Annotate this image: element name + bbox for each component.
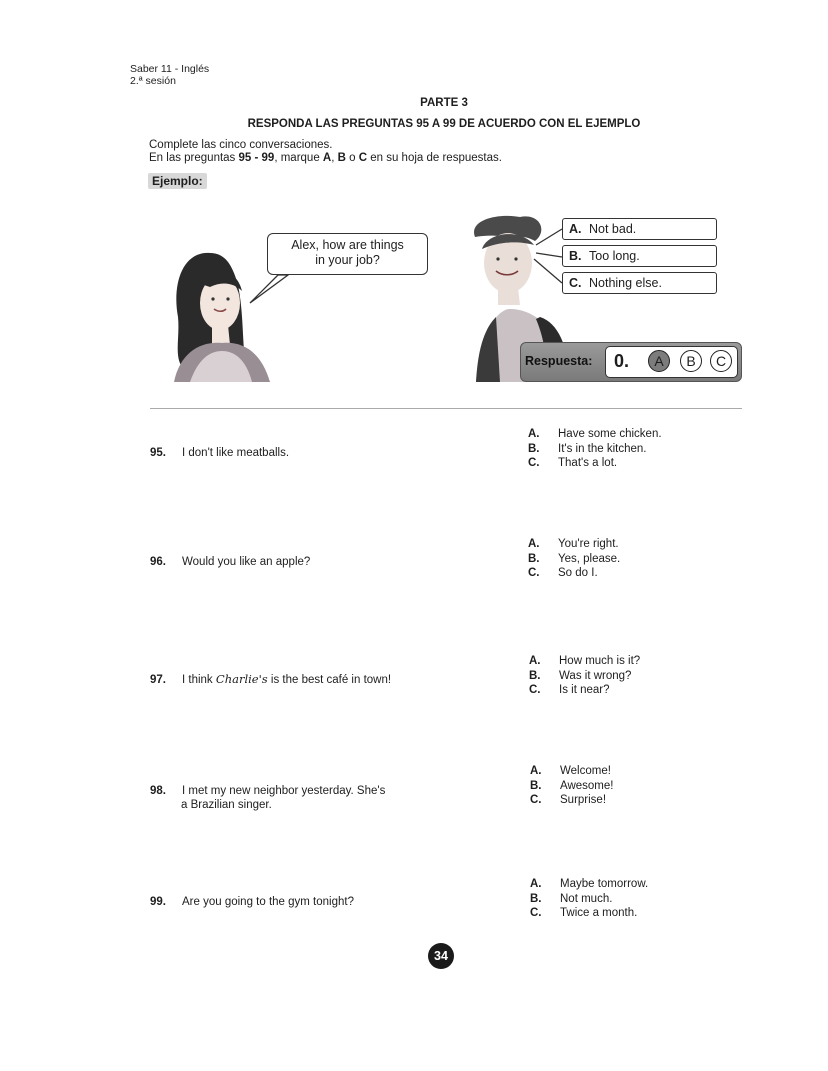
question-text-post: is the best café in town! <box>267 674 392 686</box>
instructions <box>149 139 502 165</box>
choice-letter: B. <box>528 552 540 565</box>
choice-letter: C. <box>528 567 540 579</box>
choice-text: Awesome! <box>560 779 614 792</box>
choice-c[interactable] <box>530 793 613 808</box>
option-letter: C. <box>569 276 582 290</box>
choice-c[interactable] <box>530 906 648 921</box>
choice-text: Have some chicken. <box>558 428 662 440</box>
answer-circle-b: B <box>680 350 702 372</box>
question-text-line2: a Brazilian singer. <box>181 799 272 811</box>
choice-text: Is it near? <box>559 684 610 696</box>
instr-text: , marque <box>274 152 323 164</box>
question-text: I met my new neighbor yesterday. She's <box>182 785 386 797</box>
instr-text: En las preguntas <box>149 152 239 164</box>
choice-letter: B. <box>530 779 542 792</box>
instructions-line1: Complete las cinco conversaciones. <box>149 139 333 151</box>
choice-letter: C. <box>528 457 540 469</box>
exam-title: Saber 11 - Inglés <box>130 63 210 75</box>
exam-header <box>130 63 209 87</box>
choice-b[interactable] <box>530 892 648 907</box>
option-letter: B. <box>569 249 582 263</box>
choices-95 <box>528 427 662 471</box>
answer-label: Respuesta: <box>525 354 593 368</box>
instructions-line2 <box>149 152 502 165</box>
question-number: 99. <box>150 896 166 908</box>
question-96 <box>150 555 310 569</box>
instr-letter-b: B <box>337 152 346 164</box>
exam-session: 2.ª sesión <box>130 75 176 87</box>
instr-text: , <box>331 152 338 164</box>
choice-text: How much is it? <box>559 655 641 667</box>
choice-b[interactable] <box>529 669 640 684</box>
choice-b[interactable] <box>528 552 620 567</box>
example-option-a <box>562 218 717 240</box>
woman-illustration <box>174 253 270 382</box>
choice-letter: C. <box>529 684 541 696</box>
choices-97 <box>529 654 640 698</box>
choices-98 <box>530 764 613 808</box>
question-number: 97. <box>150 674 166 686</box>
answer-circle-c: C <box>710 350 732 372</box>
example-option-b <box>562 245 717 267</box>
choice-text: Maybe tomorrow. <box>560 878 649 890</box>
answer-number: 0. <box>614 351 630 371</box>
choice-letter: A. <box>528 428 540 440</box>
speech-line1: Alex, how are things <box>291 238 404 252</box>
choice-text: Welcome! <box>560 765 611 777</box>
question-number: 96. <box>150 556 166 568</box>
instr-text: en su hoja de respuestas. <box>367 152 502 164</box>
choice-b[interactable] <box>528 442 662 457</box>
choice-letter: A. <box>530 765 542 777</box>
choice-a[interactable] <box>529 654 640 669</box>
choices-99 <box>530 877 648 921</box>
part-title: PARTE 3 <box>420 97 468 109</box>
choice-text: Was it wrong? <box>559 669 632 682</box>
question-text: Are you going to the gym tonight? <box>182 896 354 908</box>
choice-b[interactable] <box>530 779 613 794</box>
option-text: Nothing else. <box>589 276 662 290</box>
choice-text: Surprise! <box>560 794 607 806</box>
choice-text: Yes, please. <box>558 552 621 565</box>
choice-letter: B. <box>529 669 541 682</box>
choice-a[interactable] <box>528 427 662 442</box>
choices-96 <box>528 537 620 581</box>
choice-letter: B. <box>528 442 540 455</box>
choice-text: That's a lot. <box>558 457 618 469</box>
speech-line2: in your job? <box>315 253 380 267</box>
choice-text: It's in the kitchen. <box>558 442 647 455</box>
instr-letter-a: A <box>322 152 332 164</box>
option-text: Too long. <box>589 249 640 263</box>
question-text-pre: I think <box>182 674 216 686</box>
instruction-title: RESPONDA LAS PREGUNTAS 95 A 99 DE ACUERDO CON EL EJEMPLO <box>247 118 641 130</box>
choice-letter: B. <box>530 892 542 905</box>
choice-c[interactable] <box>528 456 662 471</box>
instr-text: o <box>345 152 359 164</box>
instr-range: 95 - 99 <box>238 152 275 164</box>
choice-text: Twice a month. <box>560 907 638 919</box>
choice-letter: C. <box>530 907 542 919</box>
question-text-italic: Charlie's <box>215 672 268 686</box>
page-number: 34 <box>428 943 454 969</box>
question-97 <box>150 672 391 687</box>
answer-circle-a: A <box>648 350 670 372</box>
choice-c[interactable] <box>528 566 620 581</box>
divider <box>150 408 742 409</box>
choice-text: So do I. <box>558 567 598 579</box>
question-number: 98. <box>150 785 166 797</box>
question-number: 95. <box>150 447 166 459</box>
choice-text: Not much. <box>560 892 613 905</box>
choice-letter: A. <box>529 655 541 667</box>
choice-c[interactable] <box>529 683 640 698</box>
choice-letter: C. <box>530 794 542 806</box>
question-99 <box>150 895 354 909</box>
question-98 <box>150 784 385 812</box>
choice-letter: A. <box>528 538 540 550</box>
option-letter: A. <box>569 222 582 236</box>
choice-a[interactable] <box>530 877 648 892</box>
example-label: Ejemplo: <box>148 173 207 189</box>
instr-letter-c: C <box>358 152 368 164</box>
choice-letter: A. <box>530 878 542 890</box>
question-95 <box>150 446 289 460</box>
question-text: I don't like meatballs. <box>182 447 290 459</box>
example-option-c <box>562 272 717 294</box>
choice-a[interactable] <box>530 764 613 779</box>
choice-a[interactable] <box>528 537 620 552</box>
choice-text: You're right. <box>558 538 619 550</box>
speech-bubble <box>267 233 428 275</box>
option-text: Not bad. <box>589 222 637 236</box>
question-text: Would you like an apple? <box>182 556 311 568</box>
